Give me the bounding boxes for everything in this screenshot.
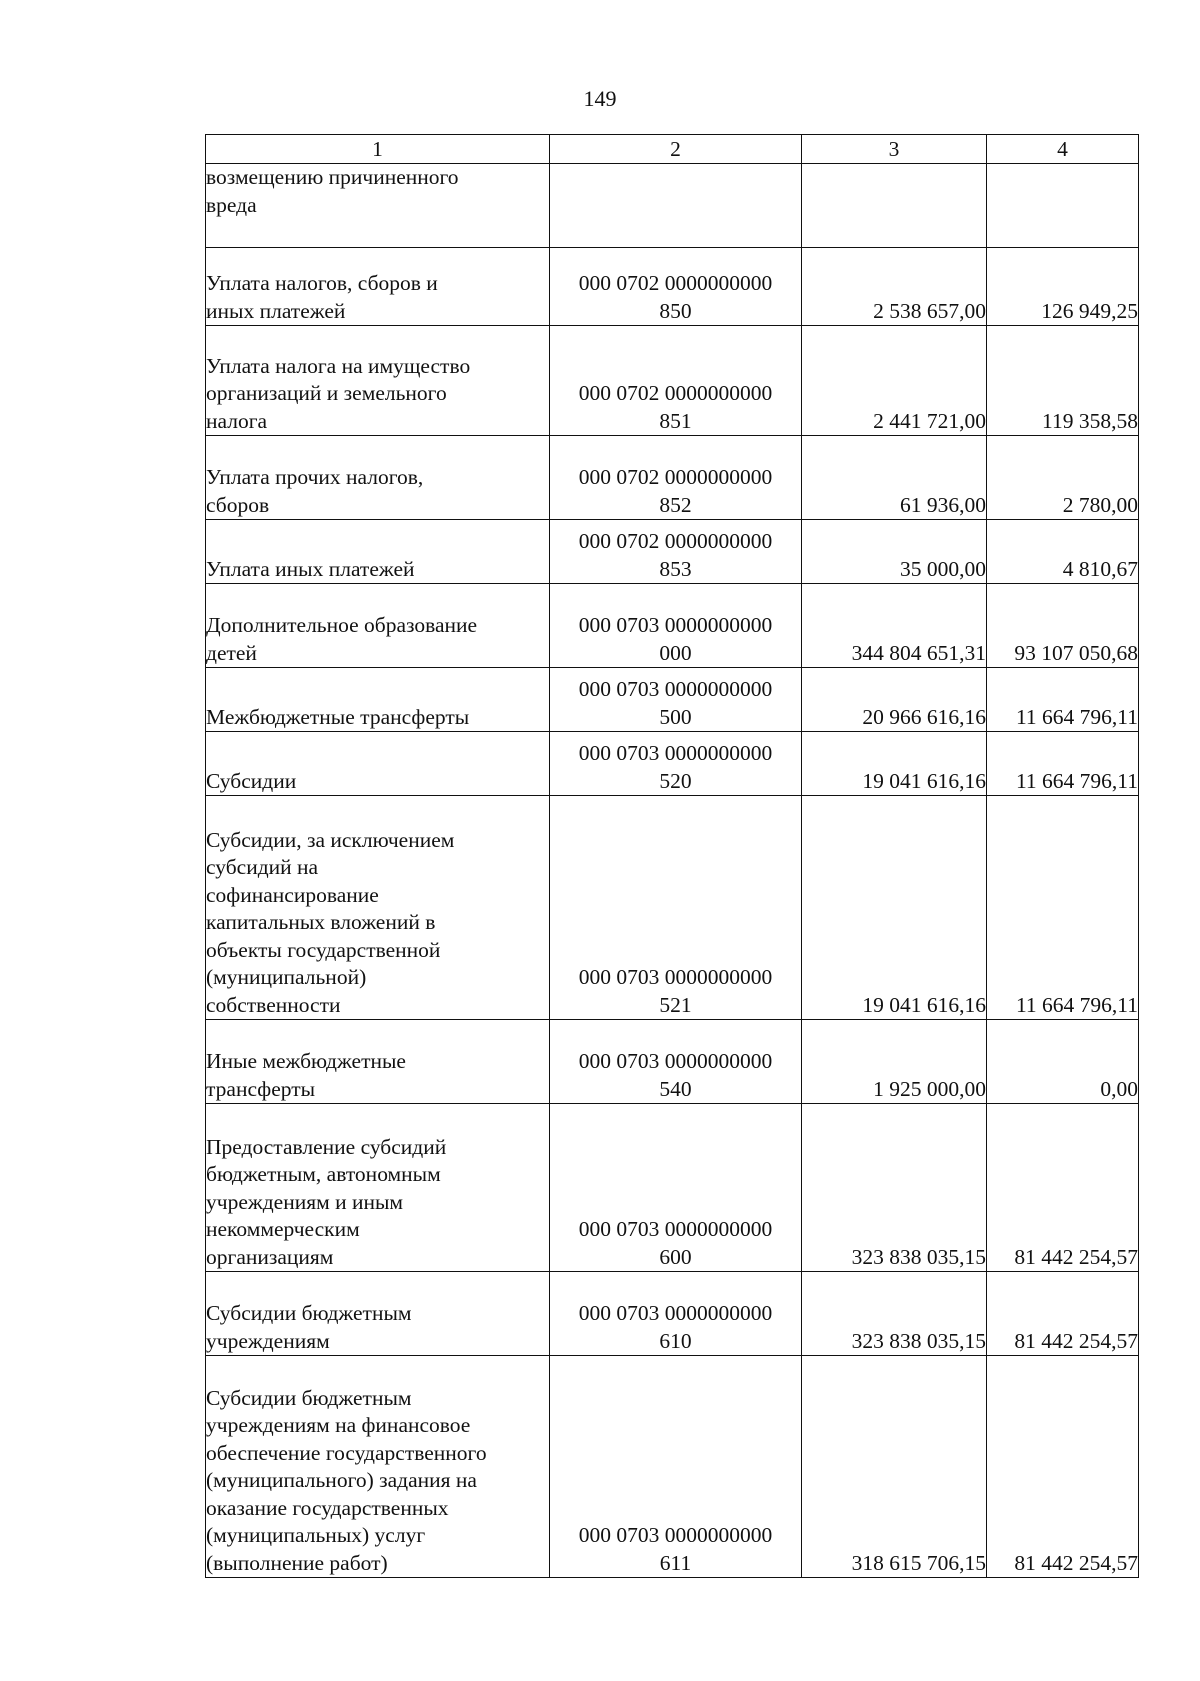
row-value-col3: 344 804 651,31 bbox=[802, 584, 987, 668]
row-code-line-1: 000 0702 0000000000 bbox=[578, 381, 773, 405]
table-row bbox=[206, 1020, 1139, 1104]
row-code-line-1: 000 0703 0000000000 bbox=[578, 1049, 773, 1073]
row-name: Уплата прочих налогов, сборов bbox=[206, 436, 550, 520]
column-header: 3 bbox=[802, 135, 987, 164]
row-code bbox=[550, 1272, 802, 1356]
row-code bbox=[550, 436, 802, 520]
row-value-col4: 81 442 254,57 bbox=[987, 1272, 1139, 1356]
table-row bbox=[206, 796, 1139, 1020]
row-code-line-1: 000 0702 0000000000 bbox=[578, 271, 773, 295]
table-row bbox=[206, 1104, 1139, 1272]
row-code-line-1: 000 0703 0000000000 bbox=[578, 1523, 773, 1547]
row-code bbox=[550, 520, 802, 584]
row-value-col3: 19 041 616,16 bbox=[802, 796, 987, 1020]
row-value-col4: 119 358,58 bbox=[987, 326, 1139, 436]
table-row bbox=[206, 1272, 1139, 1356]
page-number: 149 bbox=[583, 86, 617, 111]
row-code bbox=[550, 796, 802, 1020]
row-name: Уплата налогов, сборов и иных платежей bbox=[206, 248, 550, 326]
row-value-col3: 19 041 616,16 bbox=[802, 732, 987, 796]
row-value-col4: 93 107 050,68 bbox=[987, 584, 1139, 668]
row-name: Субсидии бюджетным учреждениям на финансовое обеспечение государственного (муниципального) задания на оказание государственных (муниципальных) услуг (выполнение работ) bbox=[206, 1356, 550, 1578]
row-value-col4: 81 442 254,57 bbox=[987, 1356, 1139, 1578]
row-code-line-2: 540 bbox=[659, 1076, 692, 1101]
table-row bbox=[206, 732, 1139, 796]
row-code bbox=[550, 732, 802, 796]
row-name: Дополнительное образование детей bbox=[206, 584, 550, 668]
row-value-col4: 11 664 796,11 bbox=[987, 668, 1139, 732]
row-value-col3: 35 000,00 bbox=[802, 520, 987, 584]
table-header-row bbox=[206, 135, 1139, 164]
row-value-col4 bbox=[987, 164, 1139, 248]
table-row bbox=[206, 248, 1139, 326]
row-name: возмещению причиненного вреда bbox=[206, 164, 550, 248]
row-value-col4: 81 442 254,57 bbox=[987, 1104, 1139, 1272]
row-code-line-2: 850 bbox=[659, 298, 692, 323]
row-code-line-1: 000 0703 0000000000 bbox=[578, 613, 773, 637]
column-header: 4 bbox=[987, 135, 1139, 164]
row-value-col3: 323 838 035,15 bbox=[802, 1104, 987, 1272]
table-row bbox=[206, 668, 1139, 732]
table-row bbox=[206, 164, 1139, 248]
row-name: Предоставление субсидий бюджетным, автономным учреждениям и иным некоммерческим организациям bbox=[206, 1104, 550, 1272]
column-header: 2 bbox=[550, 135, 802, 164]
row-value-col4: 2 780,00 bbox=[987, 436, 1139, 520]
row-value-col4: 11 664 796,11 bbox=[987, 732, 1139, 796]
row-code-line-1: 000 0702 0000000000 bbox=[578, 529, 773, 553]
budget-table bbox=[205, 134, 1139, 1578]
row-value-col3: 20 966 616,16 bbox=[802, 668, 987, 732]
row-code-line-1: 000 0703 0000000000 bbox=[578, 741, 773, 765]
table-row bbox=[206, 436, 1139, 520]
row-code bbox=[550, 1020, 802, 1104]
row-value-col3: 2 441 721,00 bbox=[802, 326, 987, 436]
row-code-line-2: 610 bbox=[659, 1328, 692, 1353]
row-value-col3: 323 838 035,15 bbox=[802, 1272, 987, 1356]
row-code-line-2: 851 bbox=[659, 408, 692, 433]
row-code bbox=[550, 1356, 802, 1578]
row-value-col3 bbox=[802, 164, 987, 248]
row-code-line-1: 000 0703 0000000000 bbox=[578, 1301, 773, 1325]
row-code-line-1: 000 0703 0000000000 bbox=[578, 965, 773, 989]
row-code-line-1: 000 0703 0000000000 bbox=[578, 677, 773, 701]
row-code bbox=[550, 668, 802, 732]
row-value-col4: 11 664 796,11 bbox=[987, 796, 1139, 1020]
row-code-line-1: 000 0702 0000000000 bbox=[578, 465, 773, 489]
row-code bbox=[550, 1104, 802, 1272]
row-code-line-2: 853 bbox=[659, 556, 692, 581]
row-code bbox=[550, 326, 802, 436]
table-row bbox=[206, 1356, 1139, 1578]
row-value-col3: 2 538 657,00 bbox=[802, 248, 987, 326]
row-code-line-2: 600 bbox=[659, 1244, 692, 1269]
row-value-col3: 1 925 000,00 bbox=[802, 1020, 987, 1104]
table-row bbox=[206, 520, 1139, 584]
row-name: Субсидии bbox=[206, 732, 550, 796]
table-row bbox=[206, 326, 1139, 436]
row-code bbox=[550, 248, 802, 326]
column-header: 1 bbox=[206, 135, 550, 164]
row-name: Субсидии, за исключением субсидий на софинансирование капитальных вложений в объекты государственной (муниципальной) собственности bbox=[206, 796, 550, 1020]
row-code bbox=[550, 164, 802, 248]
row-code-line-2: 521 bbox=[659, 992, 692, 1017]
table-row bbox=[206, 584, 1139, 668]
row-code-line-2: 500 bbox=[659, 704, 692, 729]
row-name: Межбюджетные трансферты bbox=[206, 668, 550, 732]
row-value-col3: 61 936,00 bbox=[802, 436, 987, 520]
row-value-col4: 4 810,67 bbox=[987, 520, 1139, 584]
row-code-line-1: 000 0703 0000000000 bbox=[578, 1217, 773, 1241]
row-name: Субсидии бюджетным учреждениям bbox=[206, 1272, 550, 1356]
row-name: Иные межбюджетные трансферты bbox=[206, 1020, 550, 1104]
row-name: Уплата налога на имущество организаций и земельного налога bbox=[206, 326, 550, 436]
row-name: Уплата иных платежей bbox=[206, 520, 550, 584]
row-code-line-2: 000 bbox=[659, 640, 692, 665]
row-code-line-2: 520 bbox=[659, 768, 692, 793]
row-code-line-2: 852 bbox=[659, 492, 692, 517]
row-code bbox=[550, 584, 802, 668]
row-value-col3: 318 615 706,15 bbox=[802, 1356, 987, 1578]
row-code-line-2: 611 bbox=[659, 1550, 692, 1575]
row-value-col4: 0,00 bbox=[987, 1020, 1139, 1104]
row-value-col4: 126 949,25 bbox=[987, 248, 1139, 326]
